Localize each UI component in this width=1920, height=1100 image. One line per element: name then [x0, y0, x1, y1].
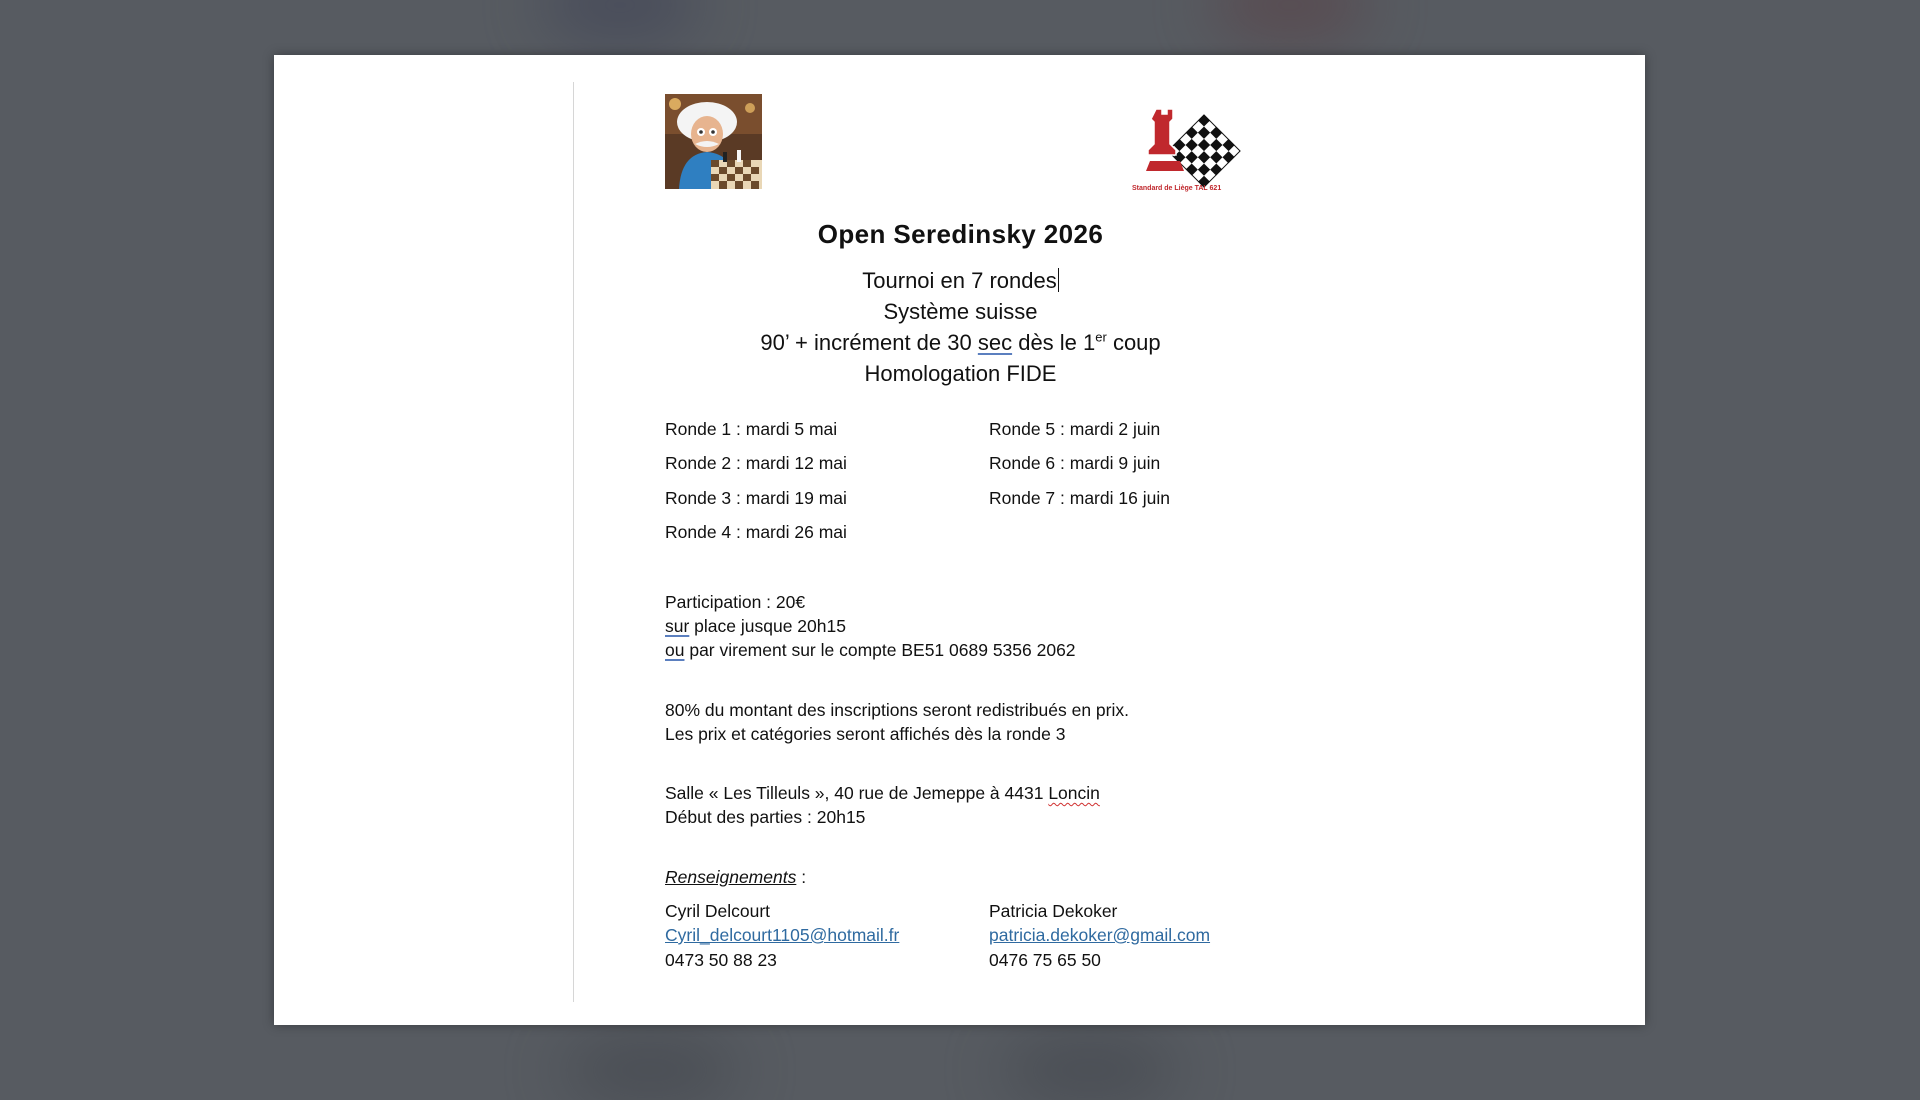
participation-on-site: [665, 616, 846, 637]
round-item: Ronde 5 : mardi 2 juin: [989, 419, 1161, 439]
contact-phone: 0473 50 88 23: [665, 950, 777, 970]
background-blur: [560, 1040, 740, 1100]
page-title: Open Seredinsky 2026: [817, 219, 1104, 249]
participation-transfer: [665, 640, 1076, 661]
info-line-rounds: [665, 268, 1256, 294]
chess-player-illustration: [665, 94, 762, 189]
contact-email-link[interactable]: Cyril_delcourt1105@hotmail.fr: [665, 925, 900, 945]
time-control-text: 90’ + incrément de 30: [760, 330, 978, 355]
round-item: Ronde 4 : mardi 26 mai: [665, 522, 847, 542]
time-control-text: coup: [1106, 330, 1161, 355]
info-line-system: Système suisse: [883, 299, 1038, 324]
background-blur: [1000, 1040, 1180, 1100]
venue-address: [665, 783, 1100, 804]
contact-email-link[interactable]: patricia.dekoker@gmail.com: [989, 925, 1211, 945]
venue-city: Loncin: [1048, 783, 1100, 803]
venue-text: Salle « Les Tilleuls », 40 rue de Jemeppe à 4431: [665, 783, 1049, 803]
club-logo-caption: Standard de Liège TAL 621: [1132, 185, 1222, 192]
time-control-sec: sec: [977, 330, 1013, 355]
round-item: Ronde 1 : mardi 5 mai: [665, 419, 838, 439]
round-item: Ronde 6 : mardi 9 juin: [989, 453, 1161, 473]
start-time: Début des parties : 20h15: [665, 807, 866, 827]
spellcheck-word: sur: [665, 616, 690, 636]
contacts-heading: [665, 867, 806, 888]
contact-phone: 0476 75 65 50: [989, 950, 1101, 970]
contacts-heading-text: Renseignements: [665, 867, 797, 887]
round-item: Ronde 7 : mardi 16 juin: [989, 488, 1170, 508]
background-blur: [1210, 0, 1370, 40]
contact-name: Cyril Delcourt: [665, 901, 771, 921]
participation-fee: Participation : 20€: [665, 592, 806, 612]
prize-line: 80% du montant des inscriptions seront redistribués en prix.: [665, 700, 1129, 720]
text-cursor: [1058, 268, 1059, 292]
prize-line: Les prix et catégories seront affichés dès la ronde 3: [665, 724, 1066, 744]
round-item: Ronde 3 : mardi 19 mai: [665, 488, 847, 508]
contact-name: Patricia Dekoker: [989, 901, 1118, 921]
document-page: [274, 55, 1645, 1025]
contacts-heading-colon: :: [796, 867, 807, 887]
background-blur: [540, 0, 700, 40]
participation-text: par virement sur le compte BE51 0689 5356 2062: [684, 640, 1076, 660]
time-control-superscript: er: [1095, 329, 1107, 345]
page-margin-line: [573, 82, 574, 1002]
club-logo: [1142, 107, 1252, 192]
time-control-text: dès le 1: [1012, 330, 1096, 355]
info-text: Tournoi en 7 rondes: [862, 268, 1057, 293]
participation-text: place jusque 20h15: [689, 616, 846, 636]
info-line-time-control: [665, 330, 1256, 356]
spellcheck-word: ou: [665, 640, 685, 660]
info-line-fide: Homologation FIDE: [864, 361, 1057, 386]
round-item: Ronde 2 : mardi 12 mai: [665, 453, 847, 473]
